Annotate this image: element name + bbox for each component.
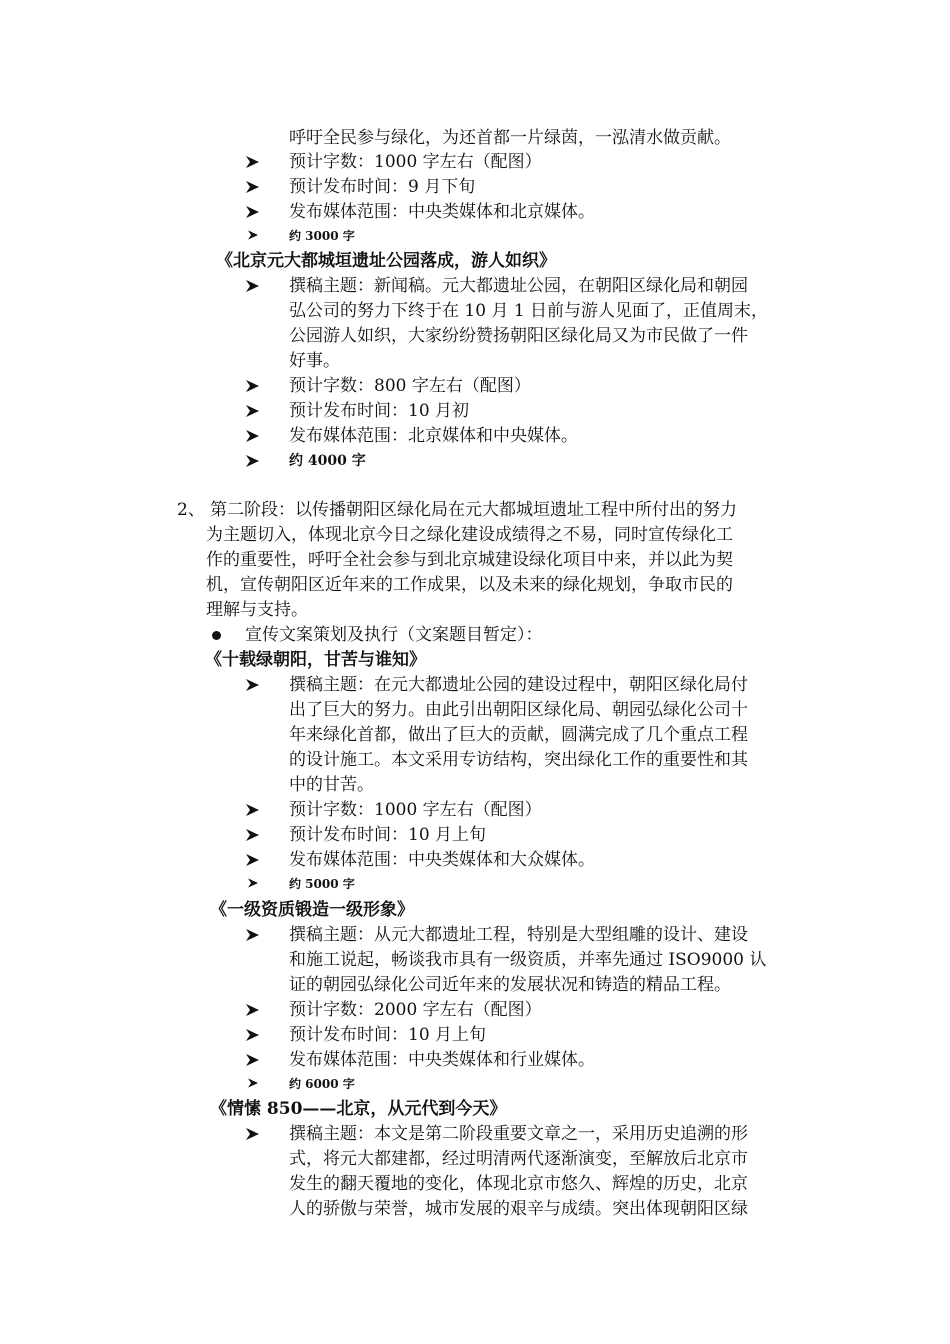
arrow-bullet-icon <box>248 224 262 248</box>
arrow-bullet-icon <box>246 175 260 199</box>
word-count: 预计字数：800 字左右（配图） <box>289 376 531 396</box>
topic-line: 证的朝园弘绿化公司近年来的发展状况和铸造的精品工程。 <box>289 975 731 995</box>
publish-time: 预计发布时间：10 月初 <box>289 401 470 421</box>
arrow-bullet-icon <box>246 923 260 947</box>
media-scope: 发布媒体范围：中央类媒体和行业媒体。 <box>289 1050 595 1070</box>
approx-length: 约 3000 字 <box>289 229 355 243</box>
publish-time: 预计发布时间：9 月下旬 <box>289 177 476 197</box>
topic-line: 好事。 <box>289 351 340 371</box>
stage-number: 2、 <box>177 500 205 520</box>
arrow-bullet-icon <box>246 1023 260 1047</box>
topic-line: 弘公司的努力下终于在 10 月 1 日前与游人见面了，正值周末， <box>289 301 769 321</box>
topic-line: 中的甘苦。 <box>289 775 374 795</box>
article-title: 《情愫 850——北京，从元代到今天》 <box>210 1099 507 1119</box>
topic-line: 年来绿化首都，做出了巨大的贡献，圆满完成了几个重点工程 <box>289 725 748 745</box>
topic-line: 公园游人如织，大家纷纷赞扬朝阳区绿化局又为市民做了一件 <box>289 326 748 346</box>
approx-length: 约 5000 字 <box>289 877 355 891</box>
publish-time: 预计发布时间：10 月上旬 <box>289 1025 487 1045</box>
topic-line: 撰稿主题：本文是第二阶段重要文章之一，采用历史追溯的形 <box>289 1124 748 1144</box>
stage-paragraph-line: 机，宣传朝阳区近年来的工作成果，以及未来的绿化规划，争取市民的 <box>206 575 733 595</box>
media-scope: 发布媒体范围：中央类媒体和大众媒体。 <box>289 850 595 870</box>
article-title: 《北京元大都城垣遗址公园落成，游人如织》 <box>216 251 556 271</box>
stage-paragraph-line: 为主题切入，体现北京今日之绿化建设成绩得之不易，同时宣传绿化工 <box>206 525 733 545</box>
publish-time: 预计发布时间：10 月上旬 <box>289 825 487 845</box>
arrow-bullet-icon <box>246 399 260 423</box>
arrow-bullet-icon <box>246 424 260 448</box>
article-title: 《十载绿朝阳，甘苦与谁知》 <box>205 650 426 670</box>
arrow-bullet-icon <box>246 798 260 822</box>
paragraph-continuation: 呼吁全民参与绿化，为还首都一片绿茵，一泓清水做贡献。 <box>289 128 731 148</box>
arrow-bullet-icon <box>246 150 260 174</box>
stage-paragraph-line: 理解与支持。 <box>206 600 308 620</box>
approx-length: 约 6000 字 <box>289 1077 355 1091</box>
article-title: 《一级资质锻造一级形象》 <box>210 900 414 920</box>
arrow-bullet-icon <box>246 998 260 1022</box>
bullet-dot-icon <box>212 631 221 640</box>
arrow-bullet-icon <box>246 200 260 224</box>
topic-line: 和施工说起，畅谈我市具有一级资质，并率先通过 ISO9000 认 <box>289 950 767 970</box>
topic-line: 撰稿主题：在元大都遗址公园的建设过程中，朝阳区绿化局付 <box>289 675 748 695</box>
word-count: 预计字数：1000 字左右（配图） <box>289 800 542 820</box>
topic-line: 撰稿主题：从元大都遗址工程，特别是大型组雕的设计、建设 <box>289 925 748 945</box>
arrow-bullet-icon <box>246 848 260 872</box>
media-scope: 发布媒体范围：北京媒体和中央媒体。 <box>289 426 578 446</box>
word-count: 预计字数：1000 字左右（配图） <box>289 152 542 172</box>
arrow-bullet-icon <box>246 673 260 697</box>
arrow-bullet-icon <box>246 274 260 298</box>
stage-paragraph-line: 第二阶段：以传播朝阳区绿化局在元大都城垣遗址工程中所付出的努力 <box>210 500 737 520</box>
topic-line: 撰稿主题：新闻稿。元大都遗址公园，在朝阳区绿化局和朝园 <box>289 276 748 296</box>
topic-line: 出了巨大的努力。由此引出朝阳区绿化局、朝园弘绿化公司十 <box>289 700 748 720</box>
arrow-bullet-icon <box>248 872 262 896</box>
topic-line: 人的骄傲与荣誉，城市发展的艰辛与成绩。突出体现朝阳区绿 <box>289 1199 748 1219</box>
approx-length: 约 4000 字 <box>289 453 366 469</box>
arrow-bullet-icon <box>246 449 260 473</box>
word-count: 预计字数：2000 字左右（配图） <box>289 1000 542 1020</box>
arrow-bullet-icon <box>246 1048 260 1072</box>
media-scope: 发布媒体范围：中央类媒体和北京媒体。 <box>289 202 595 222</box>
stage-paragraph-line: 作的重要性，呼吁全社会参与到北京城建设绿化项目中来，并以此为契 <box>206 550 733 570</box>
topic-line: 的设计施工。本文采用专访结构，突出绿化工作的重要性和其 <box>289 750 748 770</box>
arrow-bullet-icon <box>248 1072 262 1096</box>
arrow-bullet-icon <box>246 1122 260 1146</box>
topic-line: 式，将元大都建都，经过明清两代逐渐演变，至解放后北京市 <box>289 1149 748 1169</box>
arrow-bullet-icon <box>246 374 260 398</box>
bullet-item: 宣传文案策划及执行（文案题目暂定）： <box>245 625 543 645</box>
topic-line: 发生的翻天覆地的变化，体现北京市悠久、辉煌的历史，北京 <box>289 1174 748 1194</box>
arrow-bullet-icon <box>246 823 260 847</box>
